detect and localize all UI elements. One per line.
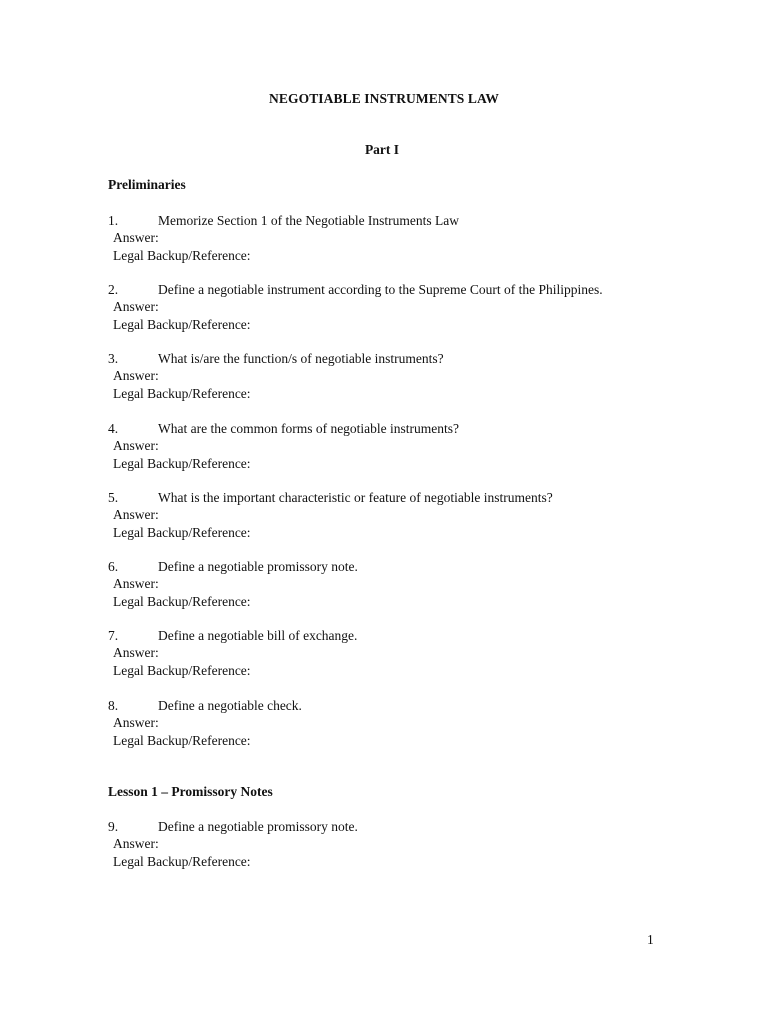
answer-label: Answer: (113, 368, 159, 383)
reference-label: Legal Backup/Reference: (113, 524, 251, 540)
answer-label: Answer: (113, 836, 159, 851)
question-item (108, 697, 708, 749)
question-line (108, 489, 708, 506)
question-text: What are the common forms of negotiable instruments? (158, 421, 460, 436)
question-item (108, 281, 708, 333)
question-number: 1. (108, 213, 119, 228)
answer-label: Answer: (113, 230, 159, 245)
part-title: Part I (364, 142, 400, 157)
section-heading-lesson-1: Lesson 1 – Promissory Notes (108, 784, 273, 799)
question-number: 7. (108, 628, 119, 643)
page-number: 1 (647, 932, 654, 947)
question-line (108, 558, 708, 575)
question-line (108, 697, 708, 714)
question-number: 9. (108, 819, 119, 834)
reference-label: Legal Backup/Reference: (113, 316, 251, 332)
question-number: 3. (108, 351, 119, 366)
reference-label: Legal Backup/Reference: (113, 662, 251, 678)
question-number: 5. (108, 490, 119, 505)
document-title: NEGOTIABLE INSTRUMENTS LAW (269, 91, 499, 106)
question-text: Define a negotiable bill of exchange. (158, 628, 358, 643)
answer-label: Answer: (113, 576, 159, 591)
question-line (108, 420, 708, 437)
question-text: Define a negotiable check. (158, 698, 302, 713)
question-line (108, 212, 708, 229)
question-line (108, 350, 708, 367)
answer-label: Answer: (113, 645, 159, 660)
question-item (108, 489, 708, 541)
question-line (108, 818, 708, 835)
question-line (108, 281, 708, 298)
reference-label: Legal Backup/Reference: (113, 455, 251, 471)
reference-label: Legal Backup/Reference: (113, 853, 251, 869)
reference-label: Legal Backup/Reference: (113, 385, 251, 401)
question-item (108, 212, 708, 264)
answer-label: Answer: (113, 507, 159, 522)
question-text: Memorize Section 1 of the Negotiable Instruments Law (158, 213, 460, 228)
question-number: 2. (108, 282, 119, 297)
question-item (108, 627, 708, 679)
reference-label: Legal Backup/Reference: (113, 593, 251, 609)
question-line (108, 627, 708, 644)
question-text: What is the important characteristic or feature of negotiable instruments? (158, 490, 553, 505)
question-number: 4. (108, 421, 119, 436)
question-number: 8. (108, 698, 119, 713)
question-item (108, 420, 708, 472)
answer-label: Answer: (113, 438, 159, 453)
answer-label: Answer: (113, 299, 159, 314)
section-heading-preliminaries: Preliminaries (108, 177, 186, 192)
question-item (108, 558, 708, 610)
question-item (108, 818, 708, 870)
reference-label: Legal Backup/Reference: (113, 732, 251, 748)
question-text: What is/are the function/s of negotiable instruments? (158, 351, 444, 366)
question-item (108, 350, 708, 402)
question-text: Define a negotiable instrument according to the Supreme Court of the Philippines. (158, 282, 603, 297)
question-text: Define a negotiable promissory note. (158, 819, 358, 834)
question-number: 6. (108, 559, 119, 574)
question-text: Define a negotiable promissory note. (158, 559, 358, 574)
reference-label: Legal Backup/Reference: (113, 247, 251, 263)
answer-label: Answer: (113, 715, 159, 730)
